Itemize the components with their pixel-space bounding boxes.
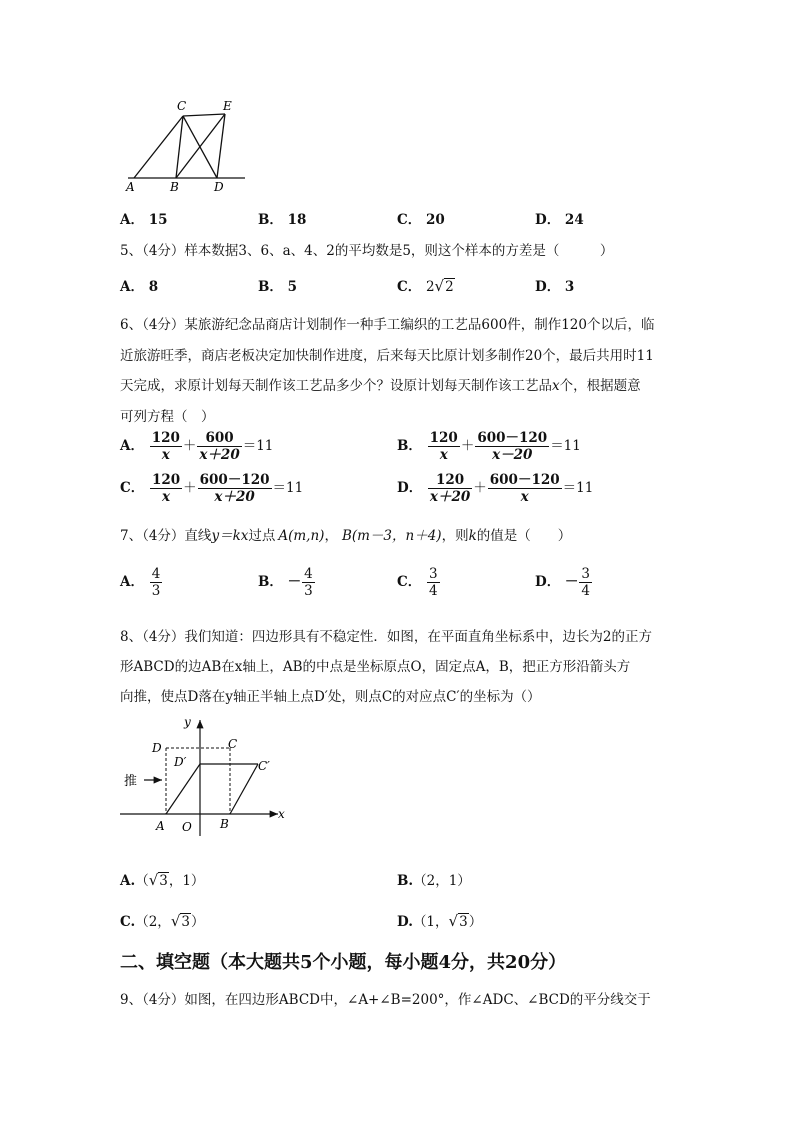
q5-option-a[interactable]: A． 8 xyxy=(120,279,159,295)
q6-stem-line4: 可列方程（ ） xyxy=(120,409,215,425)
q8-label-a: A xyxy=(156,819,165,833)
q8-figure xyxy=(118,712,293,838)
q6-stem-line1: 6、（4分）某旅游纪念品商店计划制作一种手工编织的工艺品600件，制作120个以后，临 xyxy=(120,317,655,333)
q5-stem: 5、（4分）样本数据3、6、a、4、2的平均数是5，则这个样本的方差是（ ） xyxy=(120,243,614,259)
fraction: $\frac{3}{4}$ xyxy=(428,566,438,599)
q8-option-c[interactable]: C.（2，√3） xyxy=(120,912,205,930)
fraction: $\frac{120}{x}$ xyxy=(151,472,181,505)
q8-label-dprime: D′ xyxy=(174,755,187,769)
fraction: $\frac{600-120}{x}$ xyxy=(489,472,560,505)
q7-option-d[interactable]: D． － $\frac{3}{4}$ xyxy=(535,566,591,599)
fraction: $\frac{4}{3}$ xyxy=(304,566,313,599)
fraction: $\frac{600-120}{x-20}$ xyxy=(477,430,548,463)
q8-label-d: D xyxy=(152,741,162,755)
q9-stem: 9、（4分）如图，在四边形ABCD中，∠A+∠B=200°，作∠ADC、∠BCD的平分线交于 xyxy=(120,992,651,1008)
q4-label-c: C xyxy=(177,99,187,113)
sqrt-icon: √ xyxy=(170,912,181,930)
q4-figure xyxy=(120,96,250,196)
q8-label-y: y xyxy=(184,715,191,729)
q8-label-cprime: C′ xyxy=(258,759,270,773)
q7-stem: 7、（4分）直线y＝kx过点 A(m,n)， B(m－3，n＋4)，则k的值是（ ） xyxy=(120,528,572,544)
q4-label-b: B xyxy=(170,180,179,194)
q6-option-d[interactable]: D． $\frac{120}{x+20}$ ＋ $\frac{600-120}{x}$ ＝11 xyxy=(397,472,594,505)
q4-label-a: A xyxy=(126,180,135,194)
q6-option-a[interactable]: A． $\frac{120}{x}$ ＋ $\frac{600}{x+20}$ ＝11 xyxy=(120,430,274,463)
q7-option-b[interactable]: B． － $\frac{4}{3}$ xyxy=(258,566,313,599)
fraction: $\frac{120}{x}$ xyxy=(429,430,458,463)
q8-option-d[interactable]: D.（1，√3） xyxy=(397,912,483,930)
q4-label-e: E xyxy=(223,99,232,113)
q7-option-a[interactable]: A． $\frac{4}{3}$ xyxy=(120,566,161,599)
q8-stem-line3: 向推，使点D落在y轴正半轴上点D′处，则点C的对应点C′的坐标为（） xyxy=(120,689,541,705)
q7-option-c[interactable]: C． $\frac{3}{4}$ xyxy=(397,566,438,599)
q4-option-d[interactable]: D． 24 xyxy=(535,212,584,228)
q8-label-b: B xyxy=(220,817,229,831)
fraction: $\frac{120}{x}$ xyxy=(151,430,180,463)
fraction: $\frac{4}{3}$ xyxy=(151,566,161,599)
q8-label-c: C xyxy=(228,737,238,751)
q8-label-push: 推 xyxy=(124,774,138,789)
q4-option-c[interactable]: C． 20 xyxy=(397,212,445,228)
q6-option-b[interactable]: B． $\frac{120}{x}$ ＋ $\frac{600-120}{x-20}$ ＝11 xyxy=(397,430,581,463)
q8-option-a[interactable]: A.（√3，1） xyxy=(120,871,205,889)
q8-label-o: O xyxy=(182,820,192,834)
q8-option-b[interactable]: B.（2，1） xyxy=(397,873,471,889)
q6-stem-line2: 近旅游旺季，商店老板决定加快制作进度，后来每天比原计划多制作20个，最后共用时11 xyxy=(120,348,654,364)
q5-option-b[interactable]: B． 5 xyxy=(258,279,298,295)
q8-label-x: x xyxy=(278,807,285,821)
fraction: $\frac{600}{x+20}$ xyxy=(199,430,240,463)
q8-stem-line1: 8、（4分）我们知道：四边形具有不稳定性．如图，在平面直角坐标系中，边长为2的正方 xyxy=(120,629,653,645)
q8-stem-line2: 形ABCD的边AB在x轴上，AB的中点是坐标原点O，固定点A，B，把正方形沿箭头方 xyxy=(120,659,631,675)
sqrt-icon: √ xyxy=(434,277,445,295)
q4-label-d: D xyxy=(214,180,224,194)
q6-stem-line3: 天完成，求原计划每天制作该工艺品多少个？设原计划每天制作该工艺品x个，根据题意 xyxy=(120,378,641,394)
sqrt-icon: √ xyxy=(448,912,459,930)
q4-option-b[interactable]: B． 18 xyxy=(258,212,307,228)
q5-option-d[interactable]: D． 3 xyxy=(535,279,575,295)
fraction: $\frac{3}{4}$ xyxy=(581,566,591,599)
fraction: $\frac{120}{x+20}$ xyxy=(429,472,471,505)
sqrt-icon: √ xyxy=(148,871,159,889)
section-title: 二、填空题（本大题共5个小题，每小题4分，共20分） xyxy=(120,952,567,973)
q5-option-c[interactable]: C． 2√2 xyxy=(397,277,454,295)
fraction: $\frac{600-120}{x+20}$ xyxy=(199,472,270,505)
q6-option-c[interactable]: C． $\frac{120}{x}$ ＋ $\frac{600-120}{x+20}$ ＝11 xyxy=(120,472,304,505)
q4-option-a[interactable]: A． 15 xyxy=(120,212,168,228)
